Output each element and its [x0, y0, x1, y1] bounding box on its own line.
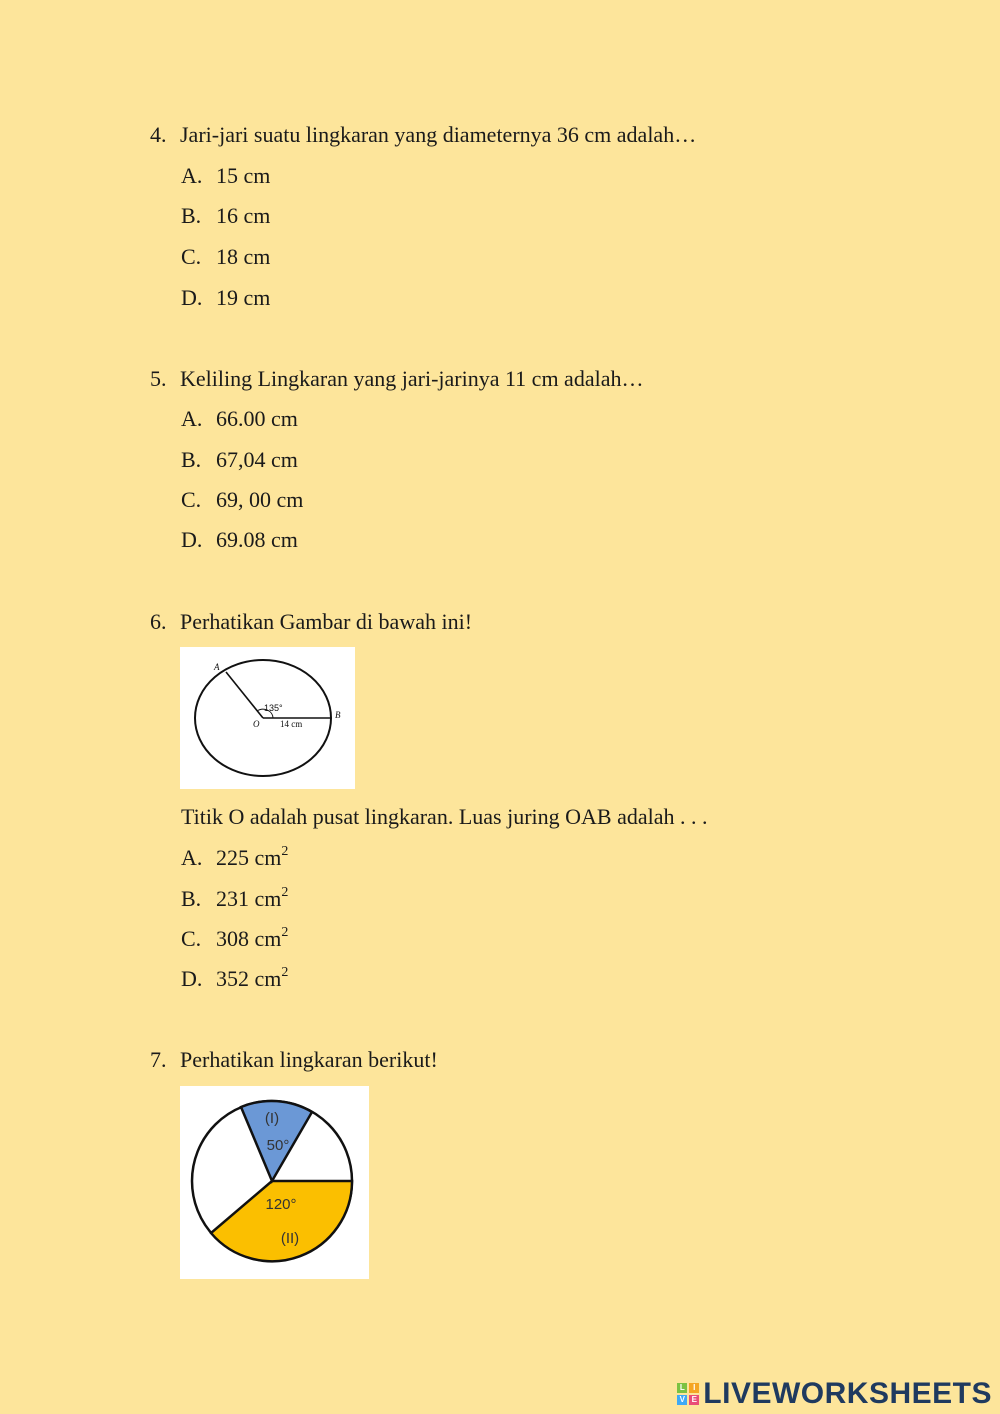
- question-text: Jari-jari suatu lingkaran yang diameternya 36 cm adalah…: [180, 122, 697, 147]
- sector-ii-angle: 120°: [265, 1196, 297, 1213]
- question-number: 7.: [150, 1047, 167, 1072]
- q5-option-c[interactable]: C. 69, 00 cm: [181, 487, 304, 512]
- sector-ii-label: (II): [280, 1230, 300, 1247]
- q6-option-b[interactable]: B. 231 $cm^2$: [181, 884, 289, 911]
- q4-option-c[interactable]: C. 18 cm: [181, 244, 271, 269]
- circle-oab-diagram: [180, 647, 355, 789]
- question-number: 5.: [150, 366, 167, 391]
- circle-sectors-figure: [180, 1086, 369, 1279]
- q6-prompt: Titik O adalah pusat lingkaran. Luas juring OAB adalah . . .: [181, 804, 708, 829]
- sector-i-label: (I): [264, 1110, 280, 1127]
- logo-tile: E: [689, 1395, 699, 1405]
- q5-option-b[interactable]: B. 67,04 cm: [181, 447, 298, 472]
- q5-option-d[interactable]: D. 69.08 cm: [181, 527, 298, 552]
- logo-tile: V: [677, 1395, 687, 1405]
- q6-option-c[interactable]: C. 308 $cm^2$: [181, 924, 289, 951]
- circle-sector-figure: [180, 647, 355, 789]
- q4-option-b[interactable]: B. 16 cm: [181, 203, 271, 228]
- label-point-o: O: [253, 719, 260, 729]
- question-6: [150, 609, 472, 635]
- question-number: 6.: [150, 609, 167, 634]
- label-point-b: B: [335, 710, 341, 720]
- liveworksheets-brand[interactable]: [677, 1374, 992, 1414]
- q4-option-a[interactable]: A. 15 cm: [181, 163, 271, 188]
- question-5: [150, 366, 643, 392]
- liveworksheets-logo-icon: [677, 1383, 699, 1405]
- question-text: Keliling Lingkaran yang jari-jarinya 11 cm adalah…: [180, 366, 644, 391]
- logo-tile: L: [677, 1383, 687, 1393]
- question-number: 4.: [150, 122, 167, 147]
- logo-tile: I: [689, 1383, 699, 1393]
- label-angle: 135°: [264, 703, 283, 713]
- question-text: Perhatikan Gambar di bawah ini!: [180, 609, 473, 634]
- question-7: [150, 1047, 438, 1073]
- brand-text: LIVEWORKSHEETS: [703, 1377, 992, 1410]
- q6-option-d[interactable]: D. 352 $cm^2$: [181, 964, 289, 991]
- sector-i-angle: 50°: [266, 1137, 290, 1154]
- q5-option-a[interactable]: A. 66.00 cm: [181, 406, 298, 431]
- circle-sectors-diagram: [180, 1086, 369, 1279]
- question-4: [150, 122, 696, 148]
- q4-option-d[interactable]: D. 19 cm: [181, 285, 271, 310]
- label-radius: 14 cm: [280, 719, 303, 729]
- question-text: Perhatikan lingkaran berikut!: [180, 1047, 438, 1072]
- q6-option-a[interactable]: A. 225 $cm^2$: [181, 843, 289, 870]
- label-point-a: A: [214, 662, 220, 672]
